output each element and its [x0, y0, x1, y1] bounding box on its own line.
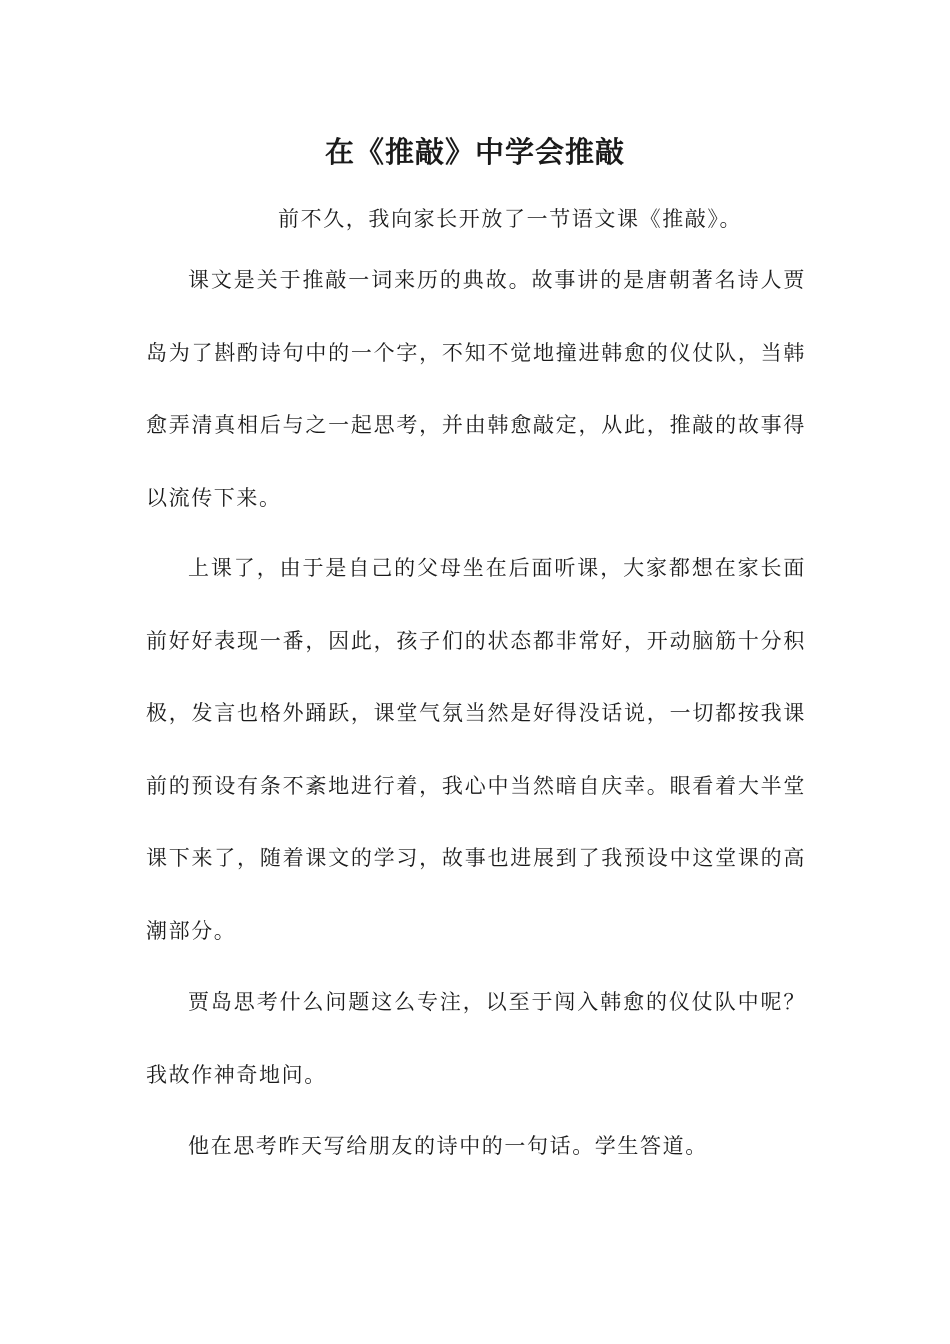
paragraph-3: 贾岛思考什么问题这么专注，以至于闯入韩愈的仪仗队中呢？我故作神奇地问。 [146, 990, 806, 1087]
paragraph-4: 他在思考昨天写给朋友的诗中的一句话。学生答道。 [188, 1134, 708, 1158]
document-title: 在《推敲》中学会推敲 [324, 135, 625, 169]
paragraph-2: 上课了，由于是自己的父母坐在后面听课，大家都想在家长面前好好表现一番，因此，孩子们的状态都非常好，开动脑筋十分积极，发言也格外踊跃，课堂气氛当然是好得没话说，一切都按我课前的预设有条不紊地进行着，我心中当然暗自庆幸。眼看着大半堂课下来了，随着课文的学习，故事也进展到了我预设中这堂课的高潮部分。 [146, 556, 806, 943]
paragraph-1: 课文是关于推敲一词来历的典故。故事讲的是唐朝著名诗人贾岛为了斟酌诗句中的一个字，不知不觉地撞进韩愈的仪仗队，当韩愈弄清真相后与之一起思考，并由韩愈敲定，从此，推敲的故事得以流传下来。 [146, 268, 806, 510]
intro-line: 前不久，我向家长开放了一节语文课《推敲》。 [278, 207, 743, 231]
